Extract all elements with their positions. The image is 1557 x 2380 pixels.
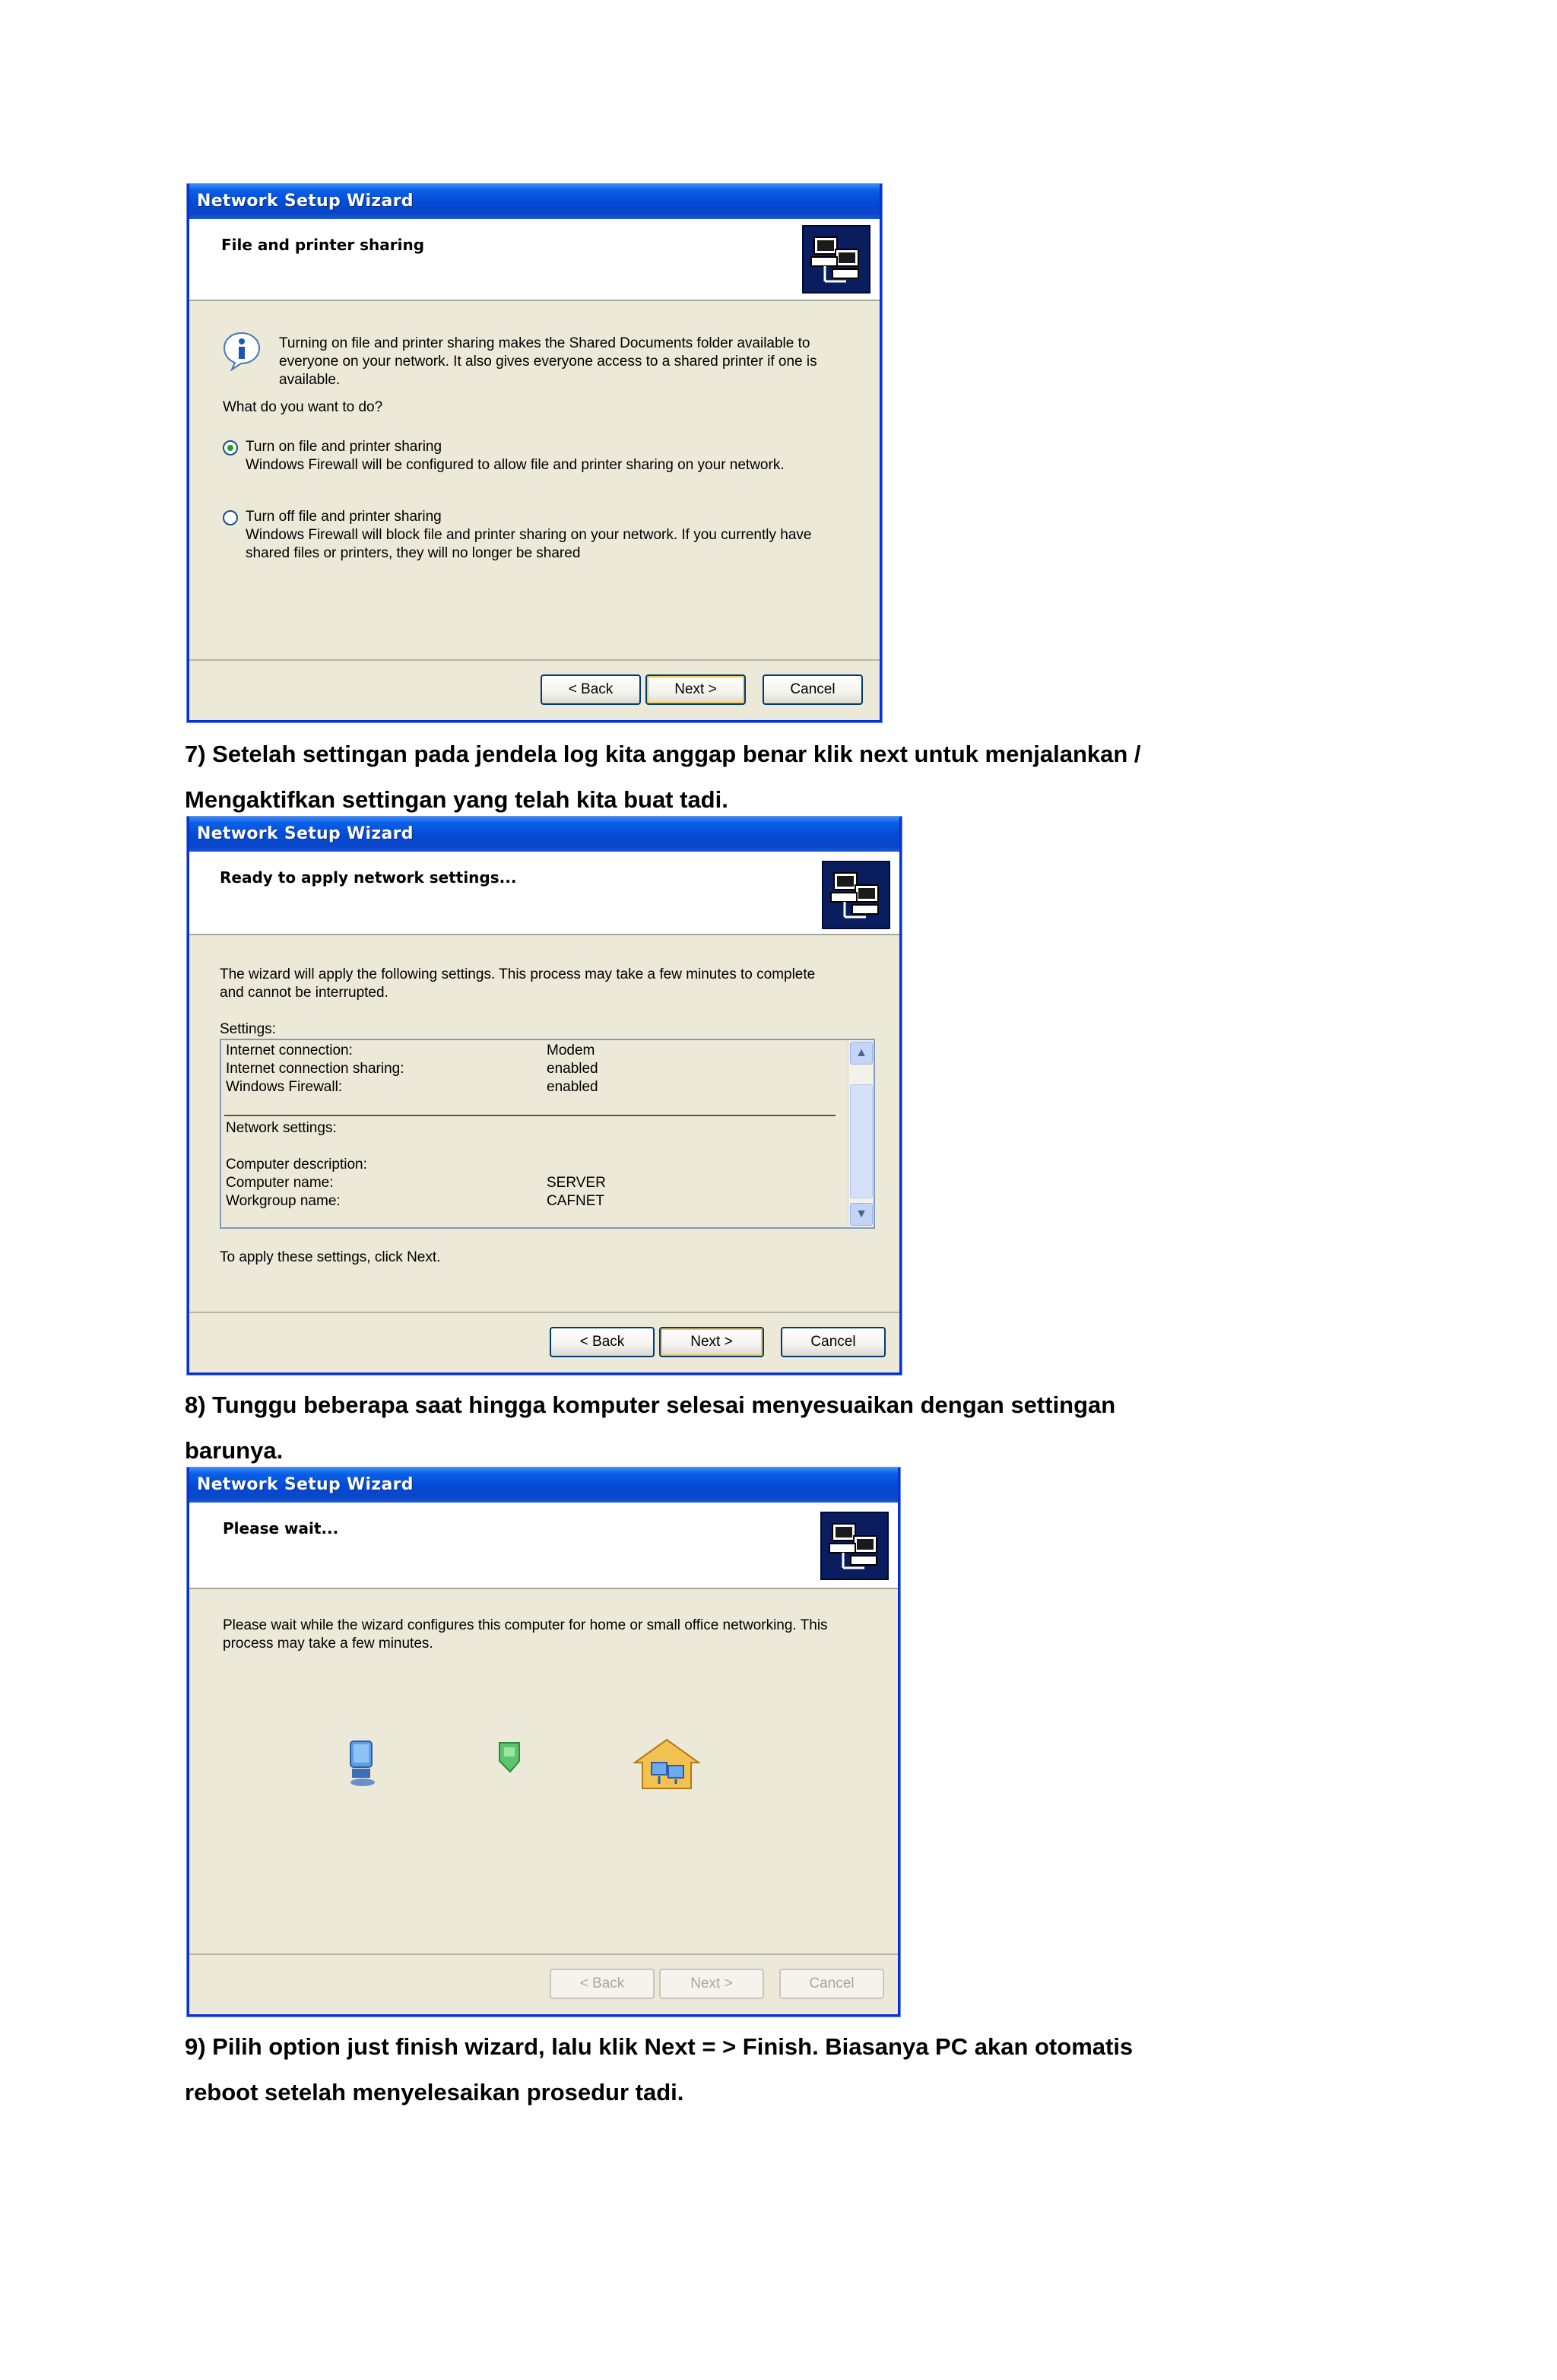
- chevron-down-icon[interactable]: ▼: [850, 1203, 873, 1226]
- settings-scrollbar[interactable]: [848, 1040, 874, 1227]
- setting-value: CAFNET: [547, 1193, 604, 1209]
- wizard-footer: [189, 1312, 899, 1372]
- packet-icon: [493, 1738, 525, 1776]
- step-8-caption-line: barunya.: [185, 1437, 284, 1464]
- info-line: Turning on file and printer sharing makes the Shared Documents folder available to: [279, 335, 810, 351]
- step-9-caption-line: 9) Pilih option just finish wizard, lalu klik Next = > Finish. Biasanya PC akan otomatis: [185, 2033, 1134, 2060]
- option-turn-off-desc: Windows Firewall will block file and printer sharing on your network. If you currently have: [246, 527, 812, 543]
- radio-turn-off[interactable]: [223, 510, 238, 525]
- wizard-body: [189, 1589, 898, 1954]
- wizard-please-wait: [187, 1468, 900, 2017]
- message-line: process may take a few minutes.: [223, 1636, 433, 1652]
- wizard-footer: [189, 1953, 898, 2014]
- wizard-body: [189, 935, 899, 1314]
- header-title: Please wait...: [223, 1519, 339, 1537]
- network-computers-icon: [820, 1512, 889, 1580]
- next-button[interactable]: Next >: [645, 674, 746, 705]
- info-line: available.: [279, 372, 341, 388]
- cancel-button[interactable]: Cancel: [781, 1327, 886, 1357]
- option-turn-off-desc: shared files or printers, they will no longer be shared: [246, 545, 581, 561]
- setting-value: enabled: [547, 1079, 598, 1095]
- network-settings-label: Network settings:: [226, 1120, 337, 1136]
- wizard-file-printer-sharing: [187, 184, 882, 722]
- setting-value: SERVER: [547, 1175, 606, 1191]
- cancel-button[interactable]: Cancel: [763, 674, 863, 705]
- settings-list[interactable]: [220, 1039, 875, 1229]
- next-button[interactable]: Next >: [659, 1327, 764, 1357]
- wizard-footer: [189, 659, 880, 720]
- info-line: everyone on your network. It also gives everyone access to a shared printer if one is: [279, 354, 817, 370]
- wizard-header: [189, 1503, 898, 1589]
- header-title: Ready to apply network settings...: [220, 868, 517, 887]
- wizard-header: [189, 852, 899, 935]
- intro-line: The wizard will apply the following settings. This process may take a few minutes to complete: [220, 966, 816, 982]
- intro-line: and cannot be interrupted.: [220, 985, 388, 1001]
- option-turn-off-label: Turn off file and printer sharing: [246, 509, 442, 525]
- setting-name: Windows Firewall:: [226, 1079, 343, 1095]
- option-turn-on-label: Turn on file and printer sharing: [246, 439, 442, 455]
- setting-name: Internet connection sharing:: [226, 1061, 404, 1077]
- wizard-title: Network Setup Wizard: [189, 817, 899, 852]
- wizard-body: [189, 301, 880, 662]
- step-9-caption-line: reboot setelah menyelesaikan prosedur tadi.: [185, 2079, 684, 2106]
- message-line: Please wait while the wizard configures this computer for home or small office networking. This: [223, 1617, 828, 1633]
- step-7-caption-line: Mengaktifkan settingan yang telah kita buat tadi.: [185, 786, 728, 813]
- network-computers-icon: [802, 225, 870, 294]
- info-icon: [221, 330, 262, 371]
- apply-hint: To apply these settings, click Next.: [220, 1249, 441, 1265]
- option-turn-on-desc: Windows Firewall will be configured to allow file and printer sharing on your network.: [246, 457, 785, 473]
- setting-name: Computer description:: [226, 1157, 367, 1173]
- question-label: What do you want to do?: [223, 399, 383, 415]
- chevron-up-icon[interactable]: ▲: [850, 1042, 873, 1065]
- cancel-button[interactable]: Cancel: [779, 1969, 884, 1999]
- setting-name: Internet connection:: [226, 1042, 353, 1058]
- scrollbar-thumb[interactable]: [850, 1084, 873, 1198]
- network-computers-icon: [822, 861, 890, 929]
- wizard-title: Network Setup Wizard: [189, 184, 880, 219]
- next-button[interactable]: Next >: [659, 1969, 764, 1999]
- step-8-caption-line: 8) Tunggu beberapa saat hingga komputer selesai menyesuaikan dengan settingan: [185, 1392, 1116, 1418]
- home-network-icon: [632, 1737, 702, 1791]
- setting-name: Workgroup name:: [226, 1193, 341, 1209]
- divider: [224, 1115, 836, 1116]
- wizard-title: Network Setup Wizard: [189, 1468, 898, 1503]
- monitor-icon: [346, 1738, 379, 1787]
- settings-label: Settings:: [220, 1021, 276, 1037]
- setting-name: Computer name:: [226, 1175, 334, 1191]
- step-7-caption-line: 7) Setelah settingan pada jendela log kita anggap benar klik next untuk menjalankan /: [185, 741, 1141, 767]
- header-title: File and printer sharing: [221, 236, 425, 254]
- radio-turn-on[interactable]: [223, 440, 238, 455]
- setting-value: Modem: [547, 1042, 595, 1058]
- setting-value: enabled: [547, 1061, 598, 1077]
- back-button[interactable]: < Back: [550, 1327, 655, 1357]
- wizard-header: [189, 219, 880, 301]
- back-button[interactable]: < Back: [541, 674, 641, 705]
- wizard-ready-to-apply: [187, 817, 902, 1375]
- back-button[interactable]: < Back: [550, 1969, 655, 1999]
